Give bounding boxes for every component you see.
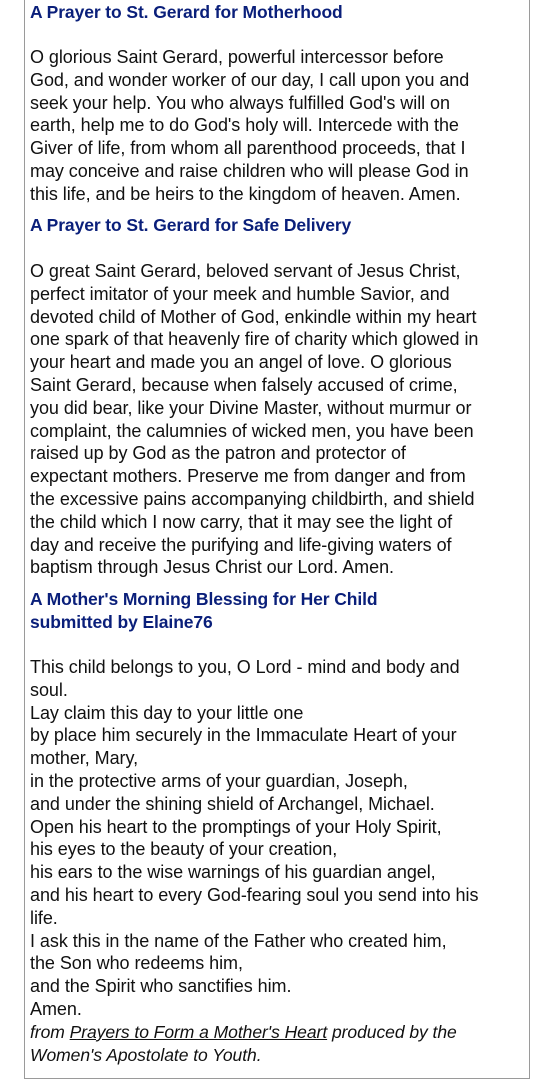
morning-blessing-title: A Mother's Morning Blessing for Her Child [30, 589, 378, 609]
prayer-safe-delivery-section [30, 214, 524, 237]
text-line: mother, Mary, [30, 748, 139, 769]
text-line: raised up by God as the patron and protector of [30, 443, 406, 464]
text-line: life. [30, 907, 58, 928]
text-line: devoted child of Mother of God, enkindle within my heart [30, 306, 477, 327]
prayer-motherhood-title: A Prayer to St. Gerard for Motherhood [30, 2, 343, 22]
morning-blessing-subtitle: submitted by Elaine76 [30, 612, 213, 632]
text-line: God, and wonder worker of our day, I call upon you and [30, 69, 470, 90]
text-line: you did bear, like your Divine Master, without murmur or [30, 397, 472, 418]
text-line: the excessive pains accompanying childbirth, and shield [30, 488, 475, 509]
text-line: I ask this in the name of the Father who created him, [30, 930, 447, 951]
text-line: may conceive and raise children who will please God in [30, 160, 469, 181]
text-line: baptism through Jesus Christ our Lord. Amen. [30, 557, 394, 578]
text-line: earth, help me to do God's holy will. Intercede with the [30, 115, 459, 136]
text-line: his eyes to the beauty of your creation, [30, 839, 338, 860]
text-line: and under the shining shield of Archangel, Michael. [30, 793, 435, 814]
credit-prefix: from [30, 1021, 70, 1042]
text-line: Open his heart to the promptings of your Holy Spirit, [30, 816, 442, 837]
text-line: Lay claim this day to your little one [30, 702, 304, 723]
prayer-motherhood-body [30, 46, 524, 206]
prayer-safe-delivery-title: A Prayer to St. Gerard for Safe Delivery [30, 215, 352, 235]
morning-blessing-body [30, 656, 524, 1066]
text-line: O glorious Saint Gerard, powerful intercessor before [30, 47, 444, 67]
text-line: expectant mothers. Preserve me from danger and from [30, 466, 466, 487]
text-line: by place him securely in the Immaculate Heart of your [30, 725, 457, 746]
text-line: and his heart to every God-fearing soul you send into his [30, 884, 479, 905]
text-line: day and receive the purifying and life-giving waters of [30, 534, 452, 555]
credit-publisher: Women's Apostolate to Youth. [30, 1044, 262, 1065]
text-line: Giver of life, from whom all parenthood proceeds, that I [30, 138, 466, 159]
credit-line [30, 1021, 524, 1044]
text-line: one spark of that heavenly fire of charity which glowed in [30, 329, 479, 350]
text-line: the child which I now carry, that it may see the light of [30, 511, 453, 532]
text-line: perfect imitator of your meek and humble Savior, and [30, 283, 450, 304]
credit-suffix: produced by the [327, 1021, 457, 1042]
text-line: his ears to the wise warnings of his guardian angel, [30, 862, 436, 883]
text-line: Amen. [30, 998, 82, 1019]
text-line: seek your help. You who always fulfilled God's will on [30, 92, 450, 113]
text-line: soul. [30, 679, 68, 700]
text-line: complaint, the calumnies of wicked men, you have been [30, 420, 474, 441]
text-line: the Son who redeems him, [30, 953, 243, 974]
prayers-book-link[interactable]: Prayers to Form a Mother's Heart [69, 1021, 328, 1042]
text-line: O great Saint Gerard, beloved servant of Jesus Christ, [30, 261, 461, 281]
text-line: your heart and made you an angel of love. O glorious [30, 352, 452, 373]
prayer-safe-delivery-body [30, 260, 524, 579]
text-line: This child belongs to you, O Lord - mind and body and [30, 657, 460, 677]
morning-blessing-section [30, 588, 524, 634]
text-line: and the Spirit who sanctifies him. [30, 976, 292, 997]
text-line: Saint Gerard, because when falsely accused of crime, [30, 374, 458, 395]
text-line: this life, and be heirs to the kingdom of heaven. Amen. [30, 183, 461, 204]
text-line: in the protective arms of your guardian, Joseph, [30, 770, 408, 791]
prayer-motherhood-section [30, 1, 524, 24]
